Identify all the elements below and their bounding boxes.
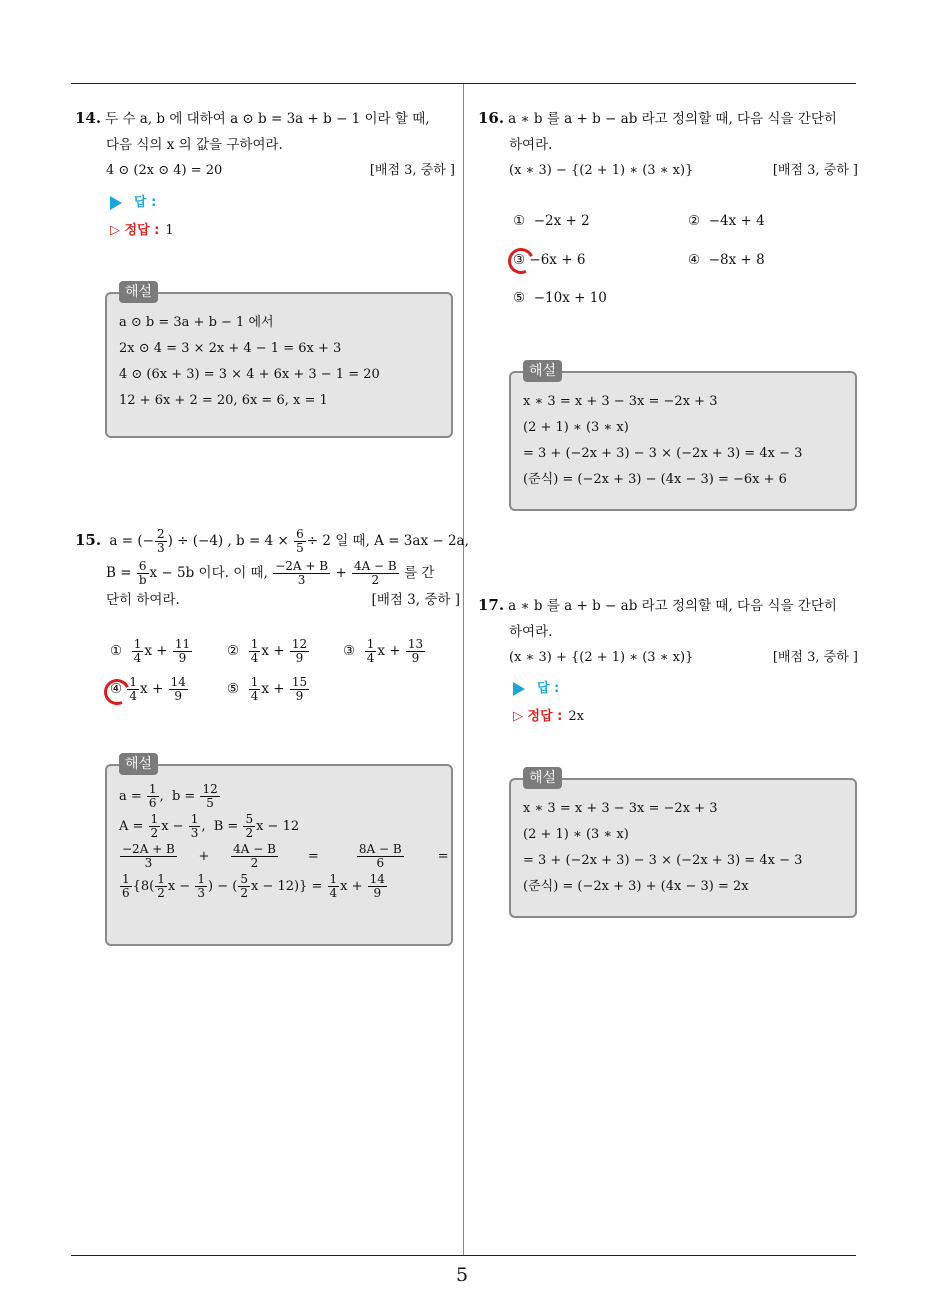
solution-line: (준식) = (−2x + 3) − (4x − 3) = −6x + 6 xyxy=(523,472,787,487)
problem-number: 14. xyxy=(75,109,102,127)
solution-line: x ∗ 3 = x + 3 − 3x = −2x + 3 xyxy=(523,801,718,816)
solution-line: a ⊙ b = 3a + b − 1 에서 xyxy=(119,315,274,330)
answer-field[interactable] xyxy=(513,677,559,696)
fraction: $\frac{6}{b}$ xyxy=(138,559,147,587)
solution-line: x ∗ 3 = x + 3 − 3x = −2x + 3 xyxy=(523,394,718,409)
choice-5[interactable]: ⑤ −10x + 10 xyxy=(513,290,607,306)
problem-number: 15. xyxy=(75,531,102,549)
bottom-rule xyxy=(71,1255,856,1256)
solution-line: = 3 + (−2x + 3) − 3 × (−2x + 3) = 4x − 3 xyxy=(523,446,803,461)
choice-3[interactable]: ③ −6x + 6 xyxy=(513,252,586,268)
problem-expression: (x ∗ 3) − {(2 + 1) ∗ (3 ∗ x)} xyxy=(509,163,694,178)
problem-text: 다음 식의 x 의 값을 구하여라. xyxy=(106,137,283,153)
solution-box-16 xyxy=(509,363,857,511)
choice-4[interactable]: ④ $\frac{1}{4}$ x + $\frac{14}{9}$ xyxy=(110,675,186,703)
problem-expression: (x ∗ 3) + {(2 + 1) ∗ (3 ∗ x)} xyxy=(509,650,694,665)
outline-triangle-icon: ▷ xyxy=(513,709,523,724)
solution-line: (2 + 1) ∗ (3 ∗ x) xyxy=(523,827,629,842)
problem-16 xyxy=(478,105,858,184)
problem-text: a = (− xyxy=(109,533,154,549)
problem-text: + xyxy=(335,565,347,581)
problem-text: 하여라. xyxy=(509,137,553,153)
problem-number: 16. xyxy=(478,109,505,127)
solution-box-17 xyxy=(509,770,857,918)
solution-line: $\frac{1}{6}$ {8( $\frac{1}{2}$ x − $\frac{1}{3}$ ) − ( $\frac{5}{2}$ x − 12)} = $\frac{1}{4}$ x + $\frac{14}{9}$ xyxy=(122,872,385,900)
correct-answer xyxy=(513,705,584,724)
problem-text: x − 5b 이다. 이 때, xyxy=(149,565,268,581)
solution-tag: 해설 xyxy=(119,753,158,775)
choice-2[interactable]: ② −4x + 4 xyxy=(688,213,765,229)
problem-15 xyxy=(75,524,469,611)
fraction: $\frac{-2A + B}{3}$ xyxy=(275,559,329,587)
correct-label: 정답 : xyxy=(527,709,563,724)
solution-tag: 해설 xyxy=(523,360,562,382)
problem-text: a ∗ b 를 a + b − ab 라고 정의할 때, 다음 식을 간단히 xyxy=(508,598,837,614)
choice-1[interactable]: ① −2x + 2 xyxy=(513,213,590,229)
solution-tag: 해설 xyxy=(523,767,562,789)
solution-line: 4 ⊙ (6x + 3) = 3 × 4 + 6x + 3 − 1 = 20 xyxy=(119,367,380,382)
choice-5[interactable]: ⑤ $\frac{1}{4}$ x + $\frac{15}{9}$ xyxy=(227,675,308,703)
solution-line: $\frac{-2A + B}{3}$ + $\frac{4A - B}{2}$ = $\frac{8A - B}{6}$ = xyxy=(122,842,449,870)
choice-4[interactable]: ④ −8x + 8 xyxy=(688,252,765,268)
correct-answer xyxy=(110,219,174,238)
correct-value: 2x xyxy=(568,709,584,724)
score-meta: [배점 3, 중하 ] xyxy=(371,592,460,608)
fraction: $\frac{2}{3}$ xyxy=(156,527,165,555)
solution-tag: 해설 xyxy=(119,281,158,303)
problem-text: ) ÷ (−4) , b = 4 × xyxy=(167,533,289,549)
problem-17 xyxy=(478,592,858,671)
solution-line: 2x ⊙ 4 = 3 × 2x + 4 − 1 = 6x + 3 xyxy=(119,341,342,356)
problem-text: 를 간 xyxy=(404,565,435,581)
answer-field[interactable] xyxy=(110,191,156,210)
problem-text: ÷ 2 일 때, A = 3ax − 2a, xyxy=(306,533,469,549)
problem-text: 두 수 a, b 에 대하여 a ⊙ b = 3a + b − 1 이라 할 때, xyxy=(105,111,430,127)
score-meta: [배점 3, 중하 ] xyxy=(369,163,455,178)
choice-1[interactable]: ① $\frac{1}{4}$ x + $\frac{11}{9}$ xyxy=(110,637,191,665)
score-meta: [배점 3, 중하 ] xyxy=(772,163,858,178)
answer-label: 답 : xyxy=(134,195,157,210)
solution-line: (준식) = (−2x + 3) + (4x − 3) = 2x xyxy=(523,879,749,894)
outline-triangle-icon: ▷ xyxy=(110,223,120,238)
play-icon xyxy=(110,196,122,210)
choice-3[interactable]: ③ $\frac{1}{4}$ x + $\frac{13}{9}$ xyxy=(343,637,424,665)
answer-circle-mark xyxy=(504,244,537,277)
page-number: 5 xyxy=(456,1264,469,1286)
score-meta: [배점 3, 중하 ] xyxy=(772,650,858,665)
correct-value: 1 xyxy=(165,223,174,238)
solution-line: = 3 + (−2x + 3) − 3 × (−2x + 3) = 4x − 3 xyxy=(523,853,803,868)
problem-expression: 4 ⊙ (2x ⊙ 4) = 20 xyxy=(106,163,223,178)
solution-line: 12 + 6x + 2 = 20, 6x = 6, x = 1 xyxy=(119,393,328,408)
fraction: $\frac{4A - B}{2}$ xyxy=(353,559,397,587)
solution-line: a = $\frac{1}{6}$ , b = $\frac{12}{5}$ xyxy=(119,782,218,810)
solution-box-14 xyxy=(105,284,453,438)
fraction: $\frac{6}{5}$ xyxy=(296,527,304,555)
problem-14 xyxy=(75,105,455,184)
play-icon xyxy=(513,682,525,696)
problem-text: 단히 하여라. xyxy=(106,592,180,608)
answer-label: 답 : xyxy=(537,681,560,696)
choice-2[interactable]: ② $\frac{1}{4}$ x + $\frac{12}{9}$ xyxy=(227,637,308,665)
problem-number: 17. xyxy=(478,596,505,614)
correct-label: 정답 : xyxy=(124,223,160,238)
problem-text: 하여라. xyxy=(509,624,553,640)
solution-line: A = $\frac{1}{2}$ x − $\frac{1}{3}$ , B = $\frac{5}{2}$ x − 12 xyxy=(119,812,300,840)
problem-text: B = xyxy=(106,565,132,581)
solution-box-15 xyxy=(105,756,453,946)
solution-line: (2 + 1) ∗ (3 ∗ x) xyxy=(523,420,629,435)
problem-text: a ∗ b 를 a + b − ab 라고 정의할 때, 다음 식을 간단히 xyxy=(508,111,837,127)
column-divider xyxy=(463,84,464,1256)
